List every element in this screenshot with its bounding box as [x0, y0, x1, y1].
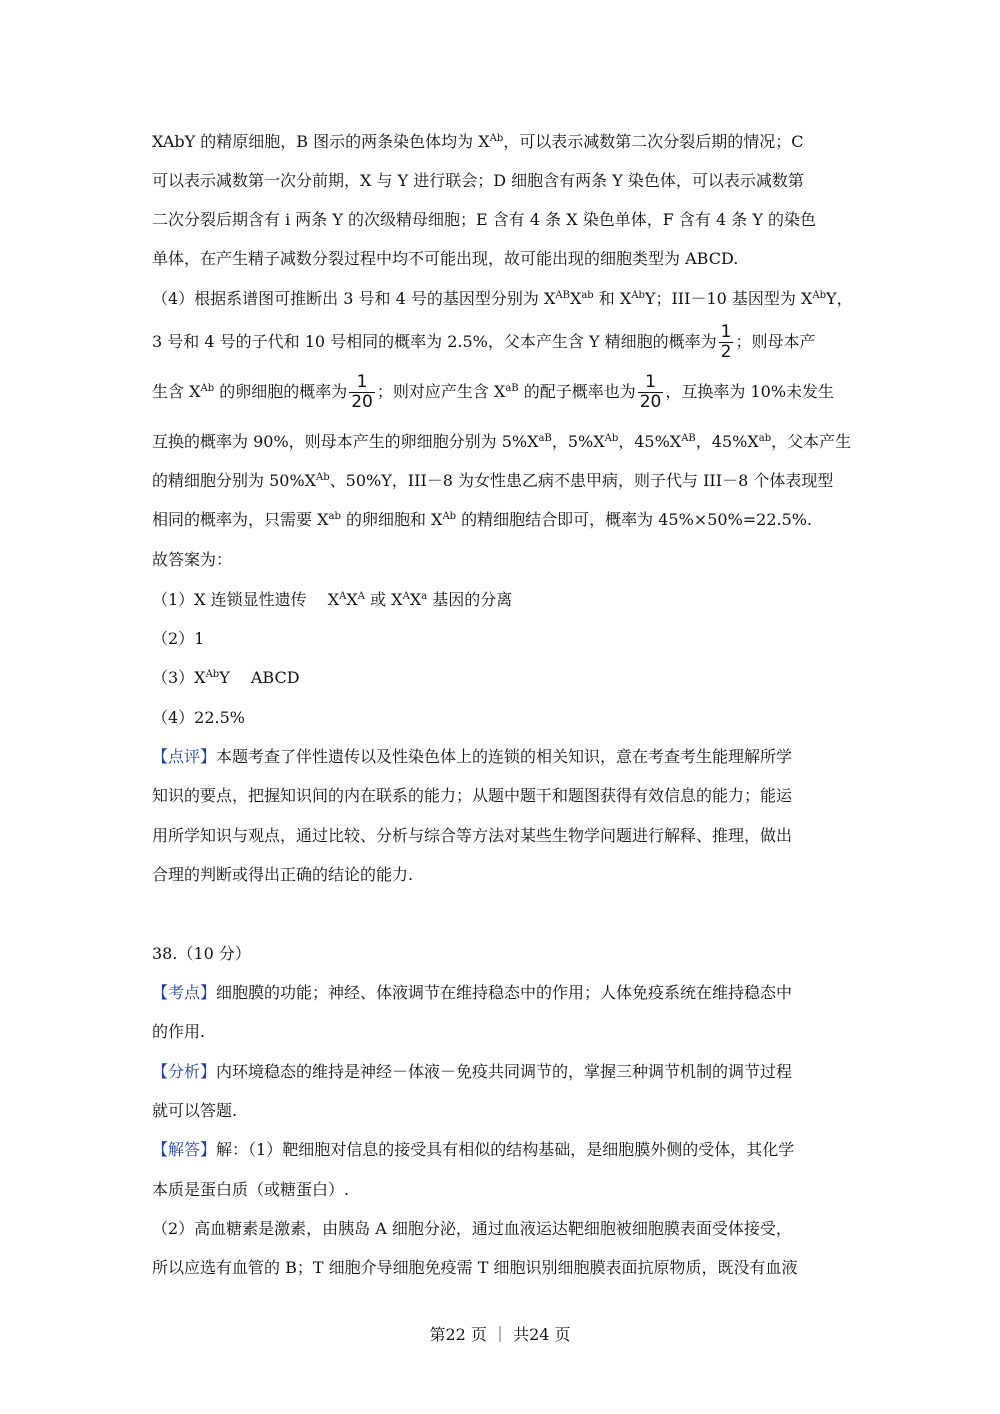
comment-line: 合理的判断或得出正确的结论的能力.: [152, 865, 414, 884]
jieda-line: 本质是蛋白质（或糖蛋白）.: [152, 1180, 350, 1199]
kaodian-line: 【考点】细胞膜的功能；神经、体液调节在维持稳态中的作用；人体免疫系统在维持稳态中: [152, 983, 793, 1002]
text-line: XAbY 的精原细胞，B 图示的两条染色体均为 $X^{Ab}$，可以表示减数第二次分裂后期的情况；C: [152, 132, 804, 151]
fenxi-line: 就可以答题.: [152, 1101, 238, 1120]
fraction: $\frac{1}{20}$: [351, 372, 373, 412]
page-footer: 第22 页 ｜ 共24 页: [429, 1325, 571, 1344]
comment-line: 知识的要点，把握知识间的内在联系的能力；从题中题干和题图获得有效信息的能力；能运: [152, 786, 793, 805]
comment-label: 【点评】: [152, 747, 217, 766]
text-line: 单体，在产生精子减数分裂过程中均不可能出现，故可能出现的细胞类型为 ABCD.: [152, 249, 739, 268]
answers-intro: 故答案为：: [152, 550, 233, 569]
comment-line: 【点评】本题考查了伴性遗传以及性染色体上的连锁的相关知识，意在考查考生能理解所学: [152, 747, 793, 766]
text-line: 互换的概率为 90%，则母本产生的卵细胞分别为 $5\%X^{aB}$，$5\%X^{Ab}$，$45\%X^{AB}$，$45\%X^{ab}$，父本产生: [152, 432, 852, 451]
answer-3: $(3)X^{Ab}Y$ ABCD: [152, 668, 300, 687]
text-line: 二次分裂后期含有 i 两条 Y 的次级精母细胞；E 含有 4 条 X 染色单体，F 含有 4 条 Y 的染色: [152, 210, 816, 229]
kaodian-line: 的作用.: [152, 1022, 206, 1041]
text-line: 的精细胞分别为 $50\%X^{Ab}$、50%Y，III－8 为女性患乙病不患甲病，则子代与 III－8 个体表现型: [152, 471, 834, 490]
answer-4: （4）22.5%: [152, 708, 246, 727]
fraction: $\frac{1}{20}$: [639, 372, 662, 412]
question-heading: 38.（10 分）: [152, 944, 251, 963]
kaodian-label: 【考点】: [152, 983, 217, 1002]
text-line: 生含 $X^{Ab}$ 的卵细胞的概率为 $\frac{1}{20}$ ；则对应产生含 $X^{aB}$ 的配子概率也为 $\frac{1}{20}$ ，互换率为 10%未发生: [152, 372, 835, 412]
jieda-label: 【解答】: [152, 1140, 217, 1159]
answer-1: （1）X 连锁显性遗传 $X^AX^A$ 或 $X^AX^a$ 基因的分离: [152, 590, 513, 609]
fraction: $\frac{1}{2}$: [720, 322, 732, 362]
text-line: （4）根据系谱图可推断出 3 号和 4 号的基因型分别为 $X^{AB}X^{ab}$ 和 $X^{Ab}Y$；III－10 基因型为 $X^{Ab}Y$，: [152, 289, 853, 308]
jieda-line: 所以应选有血管的 B；T 细胞介导细胞免疫需 T 细胞识别细胞膜表面抗原物质，既没有血液: [152, 1258, 798, 1277]
text-line: 可以表示减数第一次分前期，X 与 Y 进行联会；D 细胞含有两条 Y 染色体，可以表示减数第: [152, 171, 804, 190]
jieda-line: （2）高血糖素是激素，由胰岛 A 细胞分泌，通过血液运达靶细胞被细胞膜表面受体接受，: [152, 1219, 792, 1238]
comment-line: 用所学知识与观点，通过比较、分析与综合等方法对某些生物学问题进行解释、推理，做出: [152, 826, 793, 845]
fenxi-line: 【分析】内环境稳态的维持是神经－体液－免疫共同调节的，掌握三种调节机制的调节过程: [152, 1062, 793, 1081]
fenxi-label: 【分析】: [152, 1062, 217, 1081]
jieda-line: 【解答】解：（1）靶细胞对信息的接受具有相似的结构基础，是细胞膜外侧的受体，其化学: [152, 1140, 795, 1159]
text-line: 3 号和 4 号的子代和 10 号相同的概率为 2.5%，父本产生含 Y 精细胞的概率为 $\frac{1}{2}$ ；则母本产: [152, 322, 816, 362]
answer-2: （2）1: [152, 629, 205, 648]
text-line: 相同的概率为，只需要 $X^{ab}$ 的卵细胞和 $X^{Ab}$ 的精细胞结合即可，概率为 45%×50%=22.5%.: [152, 510, 813, 529]
